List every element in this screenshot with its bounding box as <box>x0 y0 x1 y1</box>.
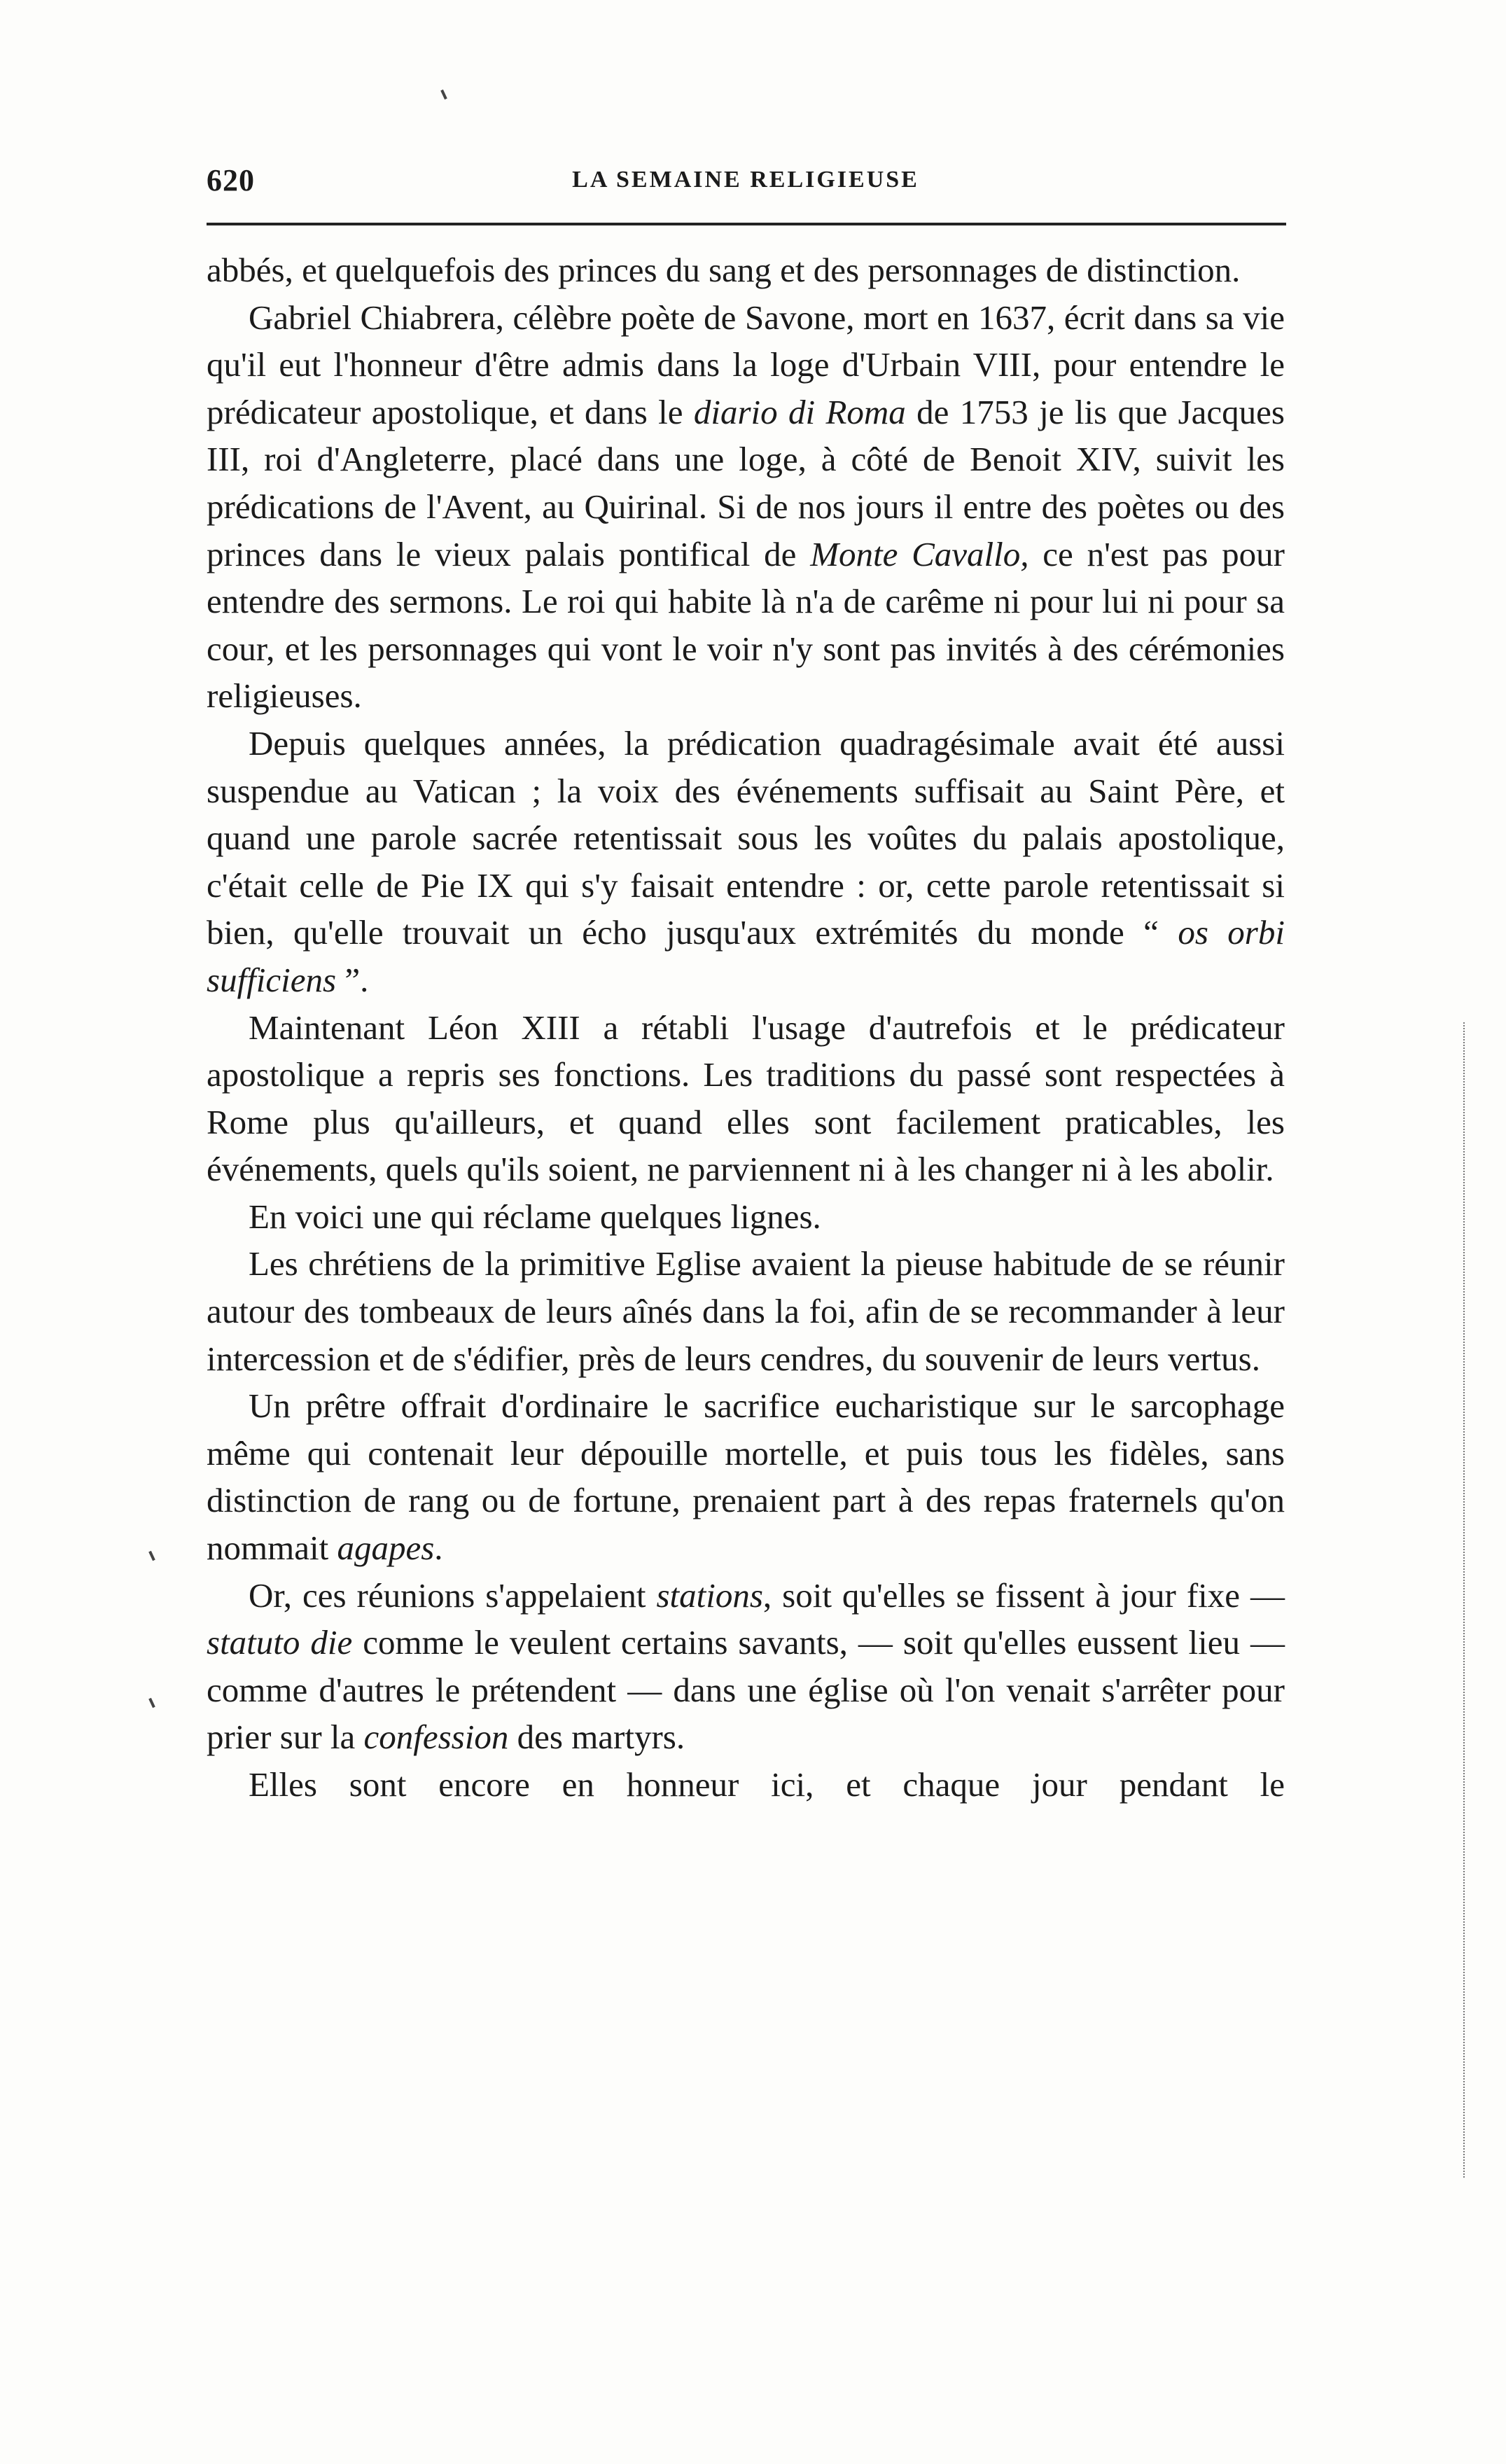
text-run: ce n'est pas pour entendre des sermons. Le roi qui habite là n'a de carême ni pour lui ni pour sa cour, et les personnages qui vont le voir n'y sont pas invités à des cérémonies religieuses. <box>207 534 1285 716</box>
text-run: , soit qu'elles se fissent à jour fixe — <box>762 1575 1285 1615</box>
paragraph-p7 <box>207 1382 1285 1571</box>
text-run: des martyrs. <box>508 1718 685 1757</box>
text-run: . <box>434 1529 443 1568</box>
running-head: LA SEMAINE RELIGIEUSE <box>572 167 919 193</box>
paragraph-p5 <box>207 1193 1285 1241</box>
text-run: Or, ces réunions s'appelaient <box>249 1575 657 1615</box>
text-run: Un prêtre offrait d'ordinaire le sacrifice eucharistique sur le sarcophage même qui contenait leur dépouille mortelle, et puis tous les fidèles, sans distinction de rang ou de fortune, prenaient part à des repas fraternels qu'on nommait <box>207 1386 1285 1568</box>
page-header <box>207 162 1285 204</box>
text-run: abbés, et quelquefois des princes du sang et des personnages de distinction. <box>207 251 1241 289</box>
italic-text: Monte Cavallo, <box>810 534 1029 573</box>
text-run: comme le veulent certains savants, — soit qu'elles eussent lieu — comme d'autres le prétendent — dans une église où l'on venait s'arrêter pour prier sur la <box>207 1623 1285 1757</box>
text-run: Gabriel Chiabrera, célèbre poète de Savone, mort en 1637, écrit dans sa vie qu'il eut l'honneur d'être admis dans la loge d'Urbain VIII, pour entendre le prédicateur apostolique, et dans le <box>207 298 1285 431</box>
paragraph-p1 <box>207 246 1285 294</box>
italic-text: stations <box>656 1575 763 1615</box>
paragraph-p6 <box>207 1240 1285 1382</box>
text-run: Elles sont encore en honneur ici, et chaque jour pendant le <box>249 1765 1285 1804</box>
header-rule <box>207 223 1286 225</box>
italic-text: diario di Roma <box>693 392 906 431</box>
ink-speck <box>148 1698 155 1708</box>
italic-text: os orbi sufficiens <box>207 913 1285 999</box>
text-run: En voici une qui réclame quelques lignes. <box>249 1197 821 1236</box>
text-run: de 1753 je lis que Jacques III, roi d'Angleterre, placé dans une loge, à côté de Benoit XIV, suivit les prédications de l'Avent, au Quirinal. Si de nos jours il entre des poètes ou des princes dans le vieux palais pontifical de <box>207 392 1285 573</box>
text-run: Les chrétiens de la primitive Eglise avaient la pieuse habitude de se réunir autour des tombeaux de leurs aînés dans la foi, afin de se recommander à leur intercession et de s'édifier, près de leurs cendres, du souvenir de leurs vertus. <box>207 1244 1285 1378</box>
body-text <box>207 246 1285 1809</box>
italic-text: agapes <box>337 1529 435 1568</box>
paragraph-p3 <box>207 720 1285 1004</box>
text-run: Maintenant Léon XIII a rétabli l'usage d'autrefois et le prédicateur apostolique a repris ses fonctions. Les traditions du passé sont respectées à Rome plus qu'ailleurs, et quand elles sont facilement praticables, les événements, quels qu'ils soient, ne parviennent ni à les changer ni à les abolir. <box>207 1008 1285 1189</box>
italic-text: confession <box>363 1718 509 1757</box>
paragraph-p8 <box>207 1572 1285 1761</box>
italic-text: statuto die <box>207 1623 353 1662</box>
paragraph-p2 <box>207 294 1285 720</box>
text-run: ”. <box>336 960 369 999</box>
ink-speck <box>440 90 447 99</box>
margin-mark <box>1463 1022 1465 2178</box>
page-number: 620 <box>207 163 255 197</box>
ink-speck <box>148 1551 155 1561</box>
paragraph-p9 <box>207 1761 1285 1809</box>
paragraph-p4 <box>207 1004 1285 1193</box>
text-run: Depuis quelques années, la prédication quadragésimale avait été aussi suspendue au Vatican ; la voix des événements suffisait au Saint Père, et quand une parole sacrée retentissait sous les voûtes du palais apostolique, c'était celle de Pie IX qui s'y faisait entendre : or, cette parole retentissait si bien, qu'elle trouvait un écho jusqu'aux extrémités du monde “ <box>207 723 1285 952</box>
